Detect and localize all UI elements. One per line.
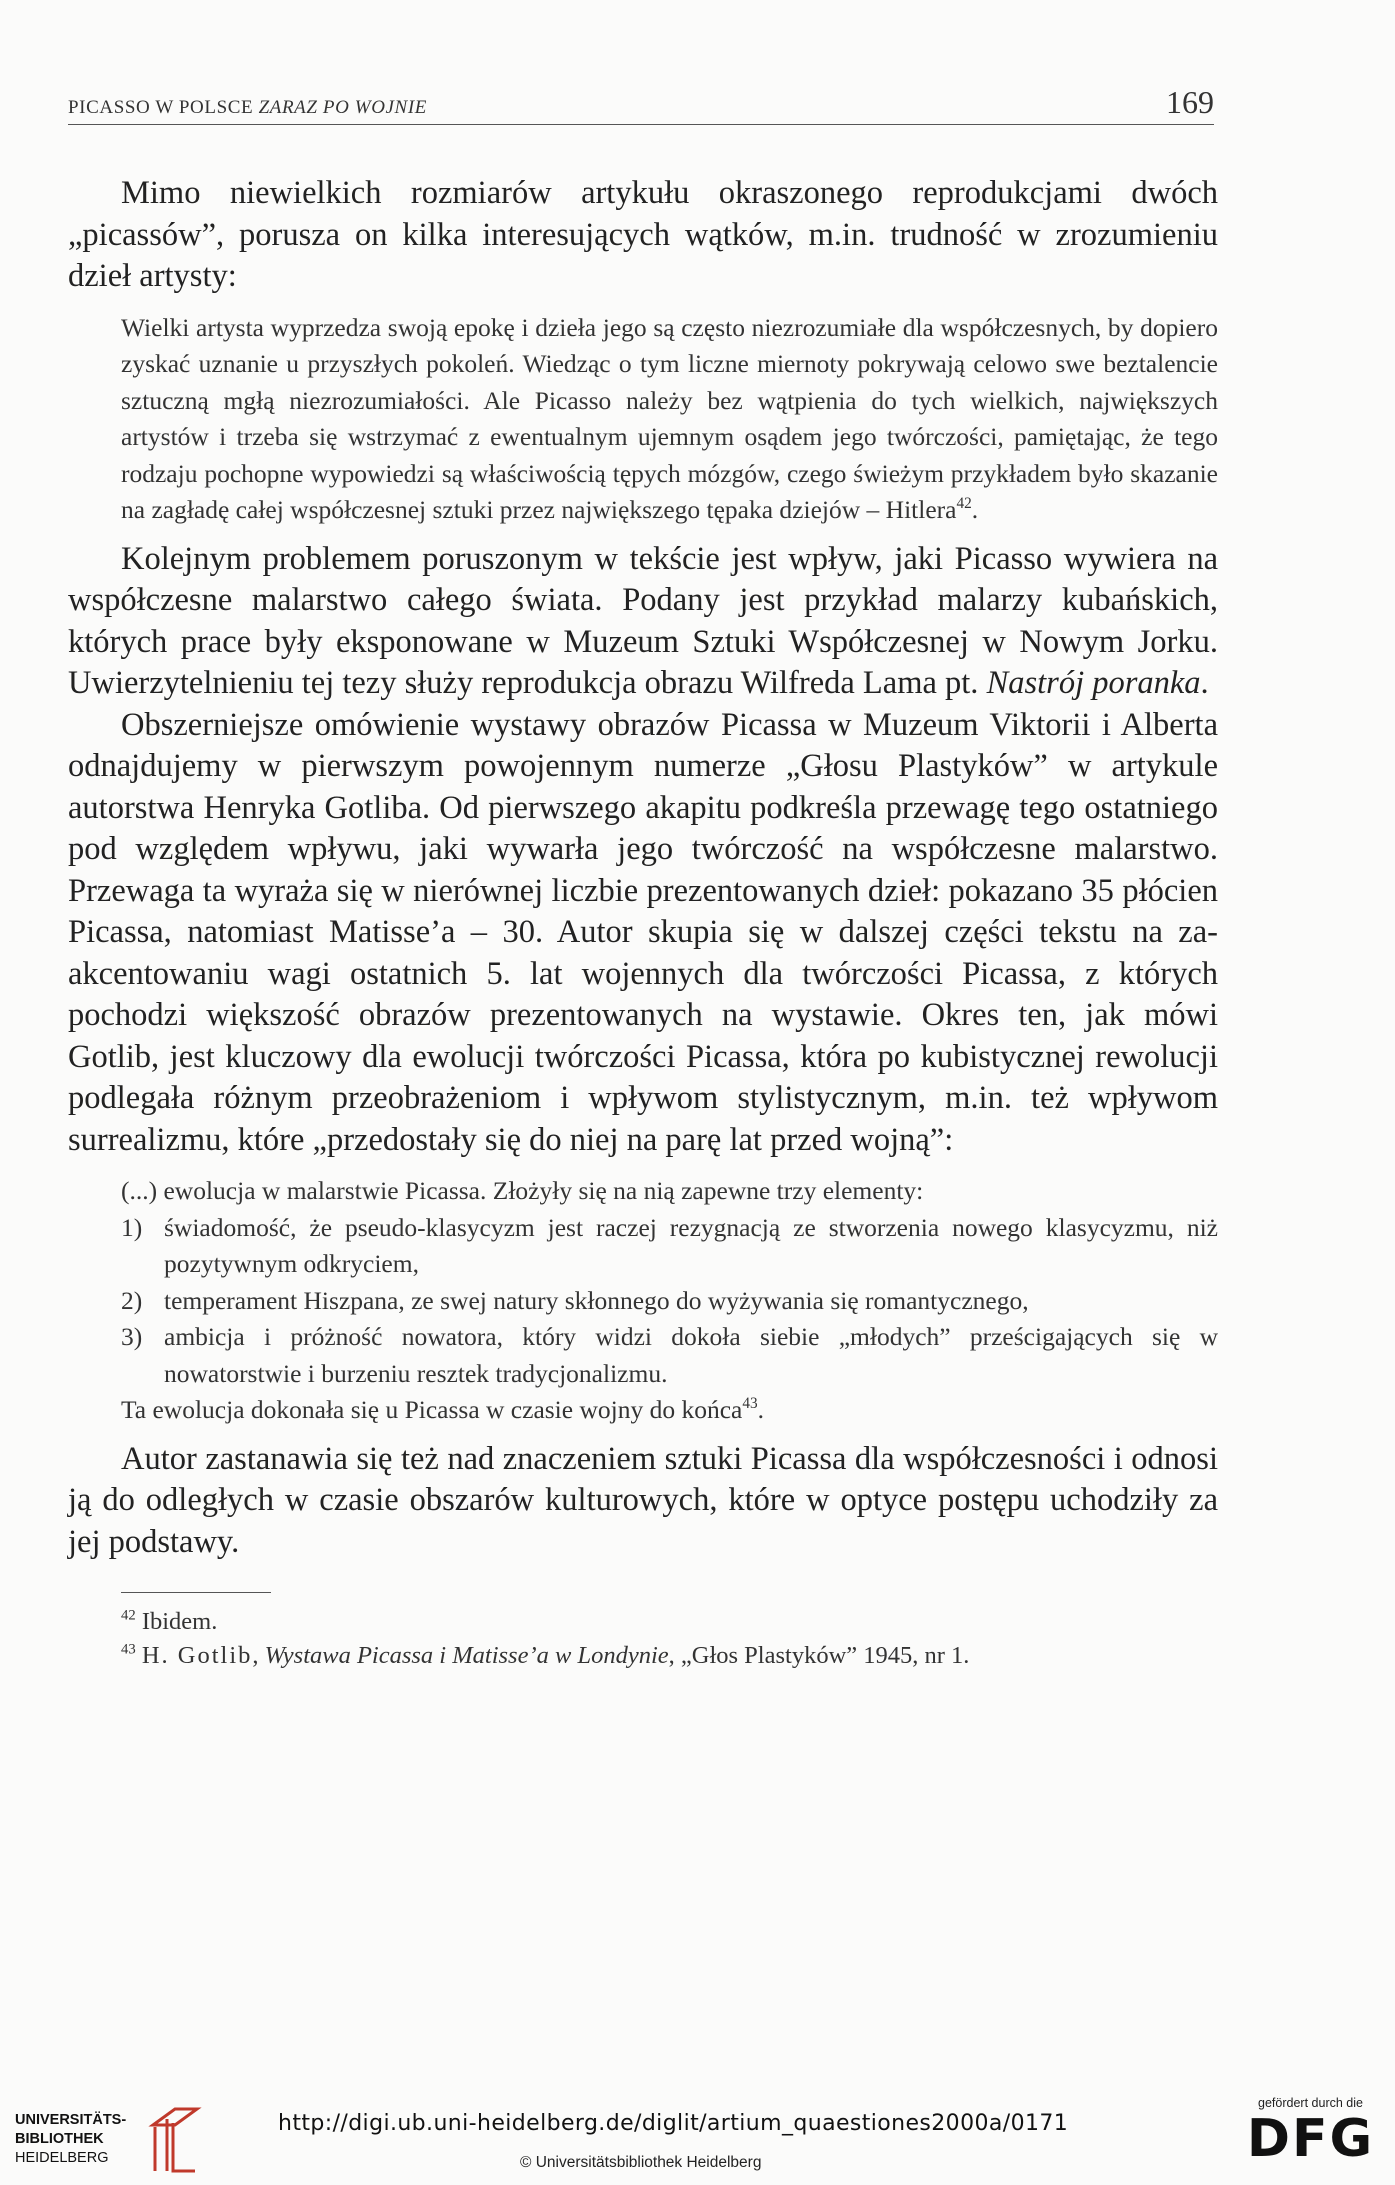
footnote-ref-43[interactable]: 43 — [742, 1395, 758, 1413]
paragraph-3: Obszerniejsze omówienie wystawy obrazów Picassa w Muzeum Viktorii i Alberta odnajdujemy w pierwszym powojennym numerze „Głosu Plastyków” w artykule autorstwa Henryka Gotliba. Od pierwszego akapitu podkreśla przewagę tego ostatniego pod względem wpływu, jaki wywarła jego twórczość na współczesne malarstwo. Przewaga ta wyraża się w nierównej liczbie prezentowanych dzieł: pokazano 35 płócien Picassa, natomiast Matisse’a – 30. Autor skupia się w dalszej części tekstu na zaakcentowaniu wagi ostatnich 5. lat wojennych dla twórczości Picassa, z których pochodzi większość obrazów prezentowanych na wystawie. Okres ten, jak mówi Gotlib, jest kluczowy dla ewolucji twórczości Picassa, która po kubistycznej rewolucji podlegała różnym przeobrażeniom i wpływom stylistycznym, m.in. też wpływom surrealizmu, które „przedostały się do niej na parę lat przed wojną”: — [68, 706, 1218, 1158]
quote-2-intro: (...) ewolucja w malarstwie Picassa. Złożyły się na nią zapewne trzy elementy: — [121, 1176, 924, 1205]
footnote-43: $^{43}$ H. Gotlib, Wystawa Picassa i Matisse’a w Londynie, „Głos Plastyków” 1945, nr 1. — [121, 1640, 970, 1669]
footnote-42: $^{42}$ Ibidem. — [121, 1607, 218, 1635]
page-number: 169 — [1166, 84, 1214, 120]
page-header — [68, 84, 1214, 125]
artwork-title: Nastrój poranka — [986, 665, 1201, 701]
quote-2-list — [121, 1210, 1218, 1393]
block-quote-1: Wielki artysta wyprzedza swoją epokę i dzieła jego są często niezrozumiałe dla współczesnych, by dopiero zyskać uznanie u przyszłych pokoleń. Wiedząc o tym liczne miernoty pokrywają celowo swe beztalencie sztuczną mgłą niezrozumiałości. Ale Picasso należy bez wątpienia do tych wielkich, największych artystów i trzeba się wstrzymać z ewentualnym ujemnym osądem jego twórczości, pamiętając, że tego rodzaju pochopne wypowiedzi są właściwością tępych mózgów, czego świeżym przykładem było skazanie na zagładę całej współczesnej sztuki przez największego tępaka dziejów – Hitlera$^{42}$. — [121, 312, 1218, 524]
block-quote-2: (...) ewolucja w malarstwie Picassa. Złożyły się na nią zapewne trzy elementy: 1) świadomość, że pseudo-klasycyzm jest raczej rezygnacją ze stworzenia nowego klasycyzmu, niż pozytywnym odkryciem, 2) temperament Hiszpana, ze swej natury skłonnego do wyżywania się romantycznego, 3) ambicja i próżność nowatora, który widzi dokoła siebie „młodych” prześcigających się w nowatorstwie i burzeniu resztek tradycjonalizmu. Ta ewolucja dokonała się u Picassa w czasie wojny do końca$^{43}$. — [121, 1173, 1218, 1429]
footnote-ref-42[interactable]: 42 — [956, 495, 972, 513]
permalink-url[interactable]: http://digi.ub.uni-heidelberg.de/diglit/artium_quaestiones2000a/0171 — [278, 2111, 1069, 2136]
digitization-footer — [0, 2080, 1395, 2185]
library-emblem-icon — [145, 2105, 205, 2175]
footnotes — [121, 1605, 1218, 1672]
list-item: 1) świadomość, że pseudo-klasycyzm jest raczej rezygnacją ze stworzenia nowego klasycyzmu, niż pozytywnym odkryciem, — [121, 1212, 1218, 1278]
paragraph-1: Mimo niewielkich rozmiarów artykułu okraszonego reprodukcjami dwóch „picassów”, porusza on kilka interesujących wątków, m.in. trudność w zrozumieniu dzieł artysty: — [68, 175, 1218, 294]
copyright-notice: © Universitätsbibliothek Heidelberg — [520, 2154, 762, 2171]
paragraph-4: Autor zastanawia się też nad znaczeniem sztuki Picassa dla współczesności i odnosi ją do odległych w czasie obszarów kulturowych, które w optyce postępu uchodziły za jej podstawy. — [68, 1440, 1218, 1560]
paragraph-2: Kolejnym problemem poruszonym w tekście jest wpływ, jaki Picasso wywiera na współczesne malarstwo całego świata. Podany jest przykład malarzy kubańskich, których prace były eksponowane w Muzeum Sztuki Współczesnej w Nowym Jorku. Uwierzytelnieniu tej tezy służy reprodukcja obrazu Wilfreda Lama pt. Nastrój poranka. — [68, 540, 1218, 701]
list-item: 2) temperament Hiszpana, ze swej natury skłonnego do wyżywania się romantycznego, — [121, 1285, 1029, 1315]
page-body — [68, 173, 1218, 1672]
footnote-divider — [121, 1592, 271, 1593]
university-library-logo[interactable]: UNIVERSITÄTS- BIBLIOTHEK HEIDELBERG — [15, 2097, 225, 2177]
list-item: 3) ambicja i próżność nowatora, który widzi dokoła siebie „młodych” prześcigających się w nowatorstwie i burzeniu resztek tradycjonalizmu. — [121, 1322, 1218, 1388]
running-head: PICASSO W POLSCE ZARAZ PO WOJNIE — [68, 97, 427, 118]
dfg-logo[interactable]: gefördert durch die DFG — [1246, 2096, 1375, 2169]
quote-1-text: Wielki artysta wyprzedza swoją epokę i dzieła jego są często niezrozumiałe dla współczesnych, by dopiero zyskać uznanie u przyszłych pokoleń. Wiedząc o tym liczne miernoty pokrywają celowo swe beztalencie sztuczną mgłą niezrozumiałości. Ale Picasso należy bez wątpienia do tych wielkich, największych artystów i trzeba się wstrzymać z ewentualnym ujemnym osądem jego twórczości, pamiętając, że tego rodzaju pochopne wypowiedzi są właściwością tępych mózgów, czego świeżym przykładem było skazanie na zagładę całej współczesnej sztuki przez największego tępaka dziejów – Hitlera — [121, 312, 1218, 524]
